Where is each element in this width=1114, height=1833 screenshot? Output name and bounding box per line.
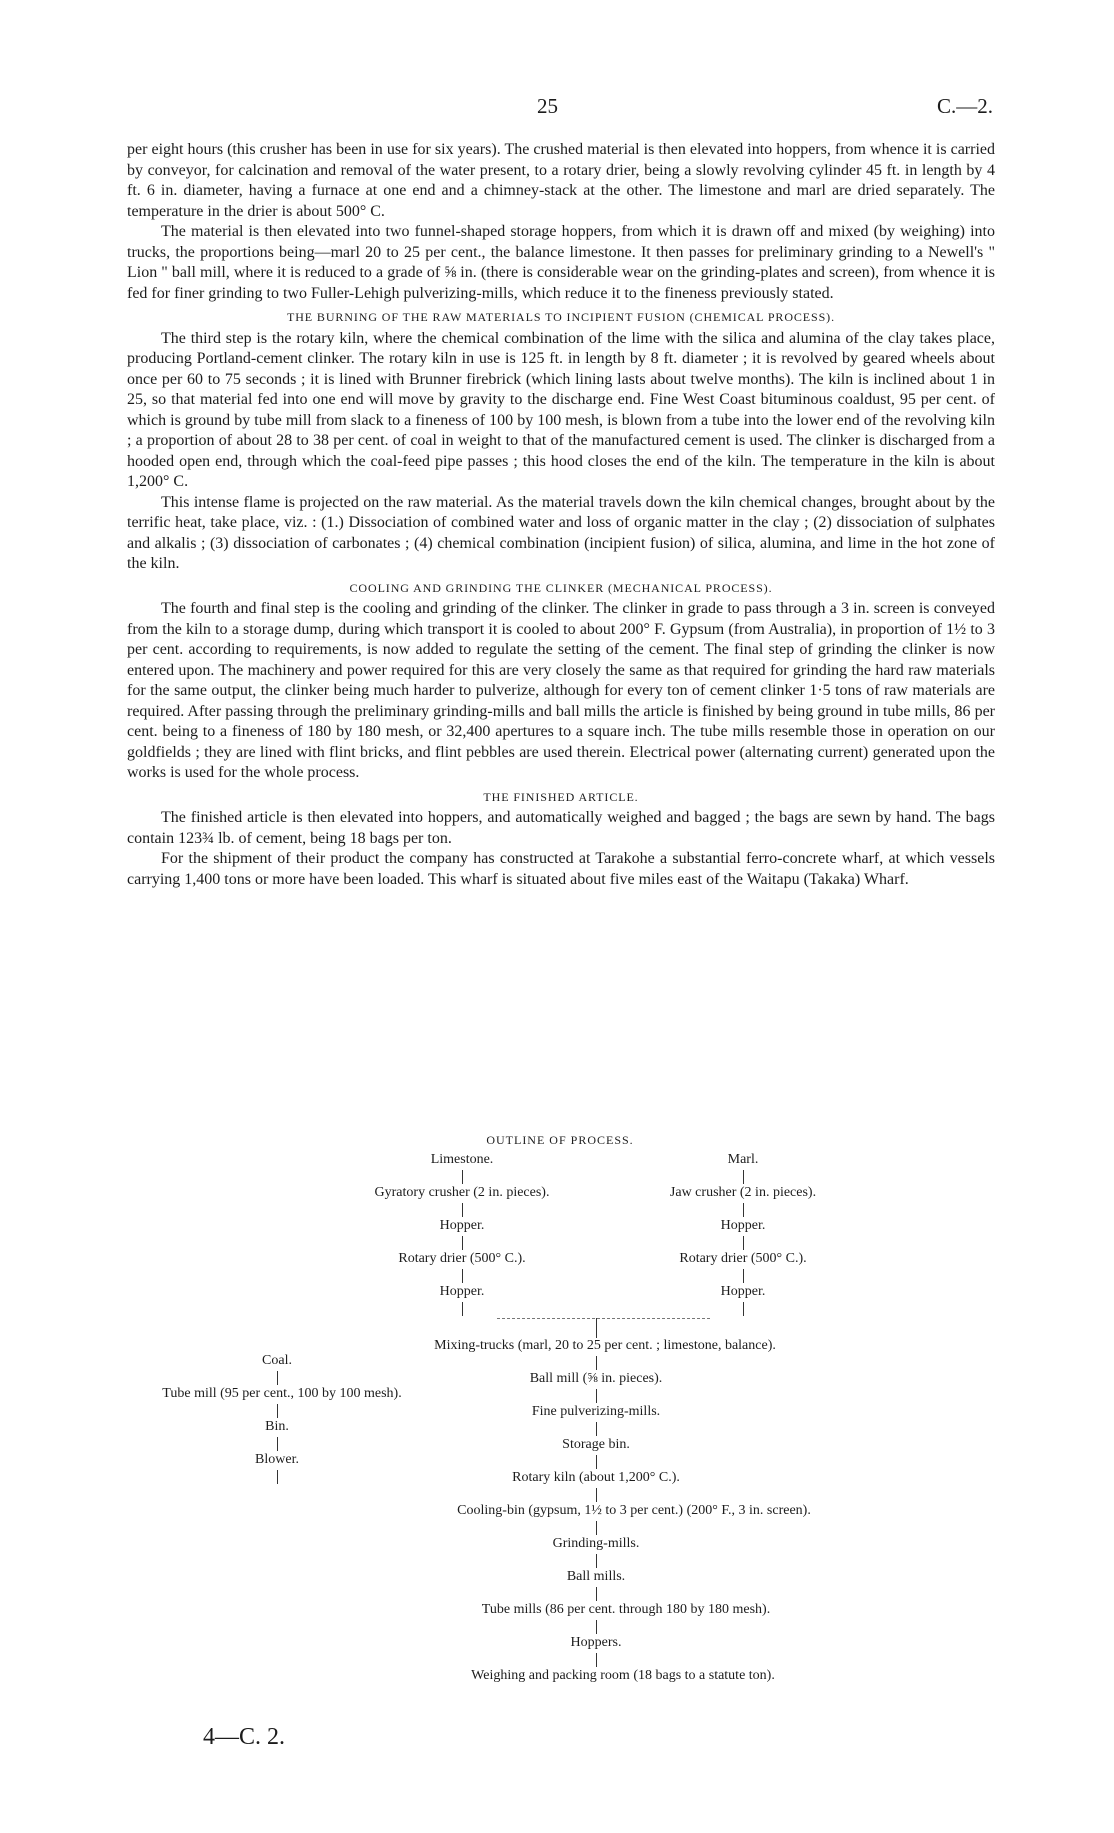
paragraph: per eight hours (this crusher has been in use for six years). The crushed material is then elevated into hoppers, from whence it is carried by conveyor, for calcination and removal of the water present, to a rotary drier, being a slowly revolving cylinder 45 ft. in length by 4 ft. 6 in. diameter, having a furnace at one end and a chimney-stack at the other. The limestone and marl are dried separately. The temperature in the drier is about 500° C. [127,141,995,220]
paragraph: This intense flame is projected on the raw material. As the material travels down the kiln chemical changes, brought about by the terrific heat, take place, viz. : (1.) Dissociation of combined water and loss of organic matter in the clay ; (2) dissociation of sulphates and alkalis ; (3) dissociation of carbonates ; (4) chemical combination (incipient fusion) of silica, alumina, and lime in the hot zone of the kiln. [127,493,995,572]
paragraph: The material is then elevated into two funnel-shaped storage hoppers, from which it is drawn off and mixed (by weighing) into trucks, the proportions being—marl 20 to 25 per cent., the balance limestone. It then passes for preliminary grinding to a Newell's " Lion " ball mill, where it is reduced to a grade of ⅝ in. (there is considerable wear on the grinding-plates and screen), from whence it is fed for finer grinding to two Fuller-Lehigh pulverizing-mills, which reduce it to the fineness previously stated. [127,223,995,302]
coal-bin-label: Bin. [265,1419,289,1434]
section-heading-finished: THE FINISHED ARTICLE. [483,789,639,804]
limestone-drier-label: Rotary drier (500° C.). [398,1251,526,1266]
coal-tube-mill-label: Tube mill (95 per cent., 100 by 100 mesh). [162,1386,402,1401]
marl-hopper-2-label: Hopper. [720,1284,766,1299]
weighing-packing-label: Weighing and packing room (18 bags to a statute ton). [471,1668,775,1683]
tube-mills-label: Tube mills (86 per cent. through 180 by 180 mesh). [481,1602,771,1617]
paragraph: The finished article is then elevated into hoppers, and automatically weighed and bagged ; the bags are sewn by hand. The bags contain 123¾ lb. of cement, being 18 bags per ton. [127,809,995,847]
paragraph: For the shipment of their product the company has constructed at Tarakohe a substantial ferro-concrete wharf, at which vessels carrying 1,400 tons or more have been loaded. This wharf is situated about five miles east of the Waitapu (Takaka) Wharf. [127,850,995,888]
ball-mills-label: Ball mills. [566,1569,626,1584]
section-heading-cooling: COOLING AND GRINDING THE CLINKER (MECHANICAL PROCESS). [349,580,773,595]
marl-drier-label: Rotary drier (500° C.). [679,1251,807,1266]
blower-label: Blower. [255,1452,299,1467]
signature-mark: 4—C. 2. [203,1724,286,1750]
series-reference: C.—2. [937,94,994,118]
paragraph: The fourth and final step is the cooling and grinding of the clinker. The clinker in grade to pass through a 3 in. screen is conveyed from the kiln to a storage dump, during which transport it is cooled to about 200° F. Gypsum (from Australia), in proportion of 1½ to 3 per cent. according to requirements, is now added to regulate the setting of the cement. The final step of grinding the clinker is now entered upon. The machinery and power required for this are very closely the same as that required for grinding the hard raw materials for the same output, the clinker being much harder to pulverize, although for every ton of cement clinker 1·5 tons of raw materials are required. After passing through the preliminary grinding-mills and ball mills the article is finished by being ground in tube mills, 86 per cent. being to a fineness of 180 by 180 mesh, or 32,400 apertures to a square inch. The tube mills resemble those in operation on our goldfields ; they are lined with flint bricks, and flint pebbles are used therein. Electrical power (alternating current) generated upon the works is used for the whole process. [127,600,995,781]
pulverizing-mills-label: Fine pulverizing-mills. [531,1404,661,1419]
jaw-crusher-label: Jaw crusher (2 in. pieces). [669,1185,817,1200]
limestone-hopper-2-label: Hopper. [439,1284,485,1299]
mixing-trucks-label: Mixing-trucks (marl, 20 to 25 per cent. ; limestone, balance). [434,1338,776,1353]
rotary-kiln-label: Rotary kiln (about 1,200° C.). [512,1470,680,1485]
section-heading-burning: THE BURNING OF THE RAW MATERIALS TO INCIPIENT FUSION (CHEMICAL PROCESS). [287,310,835,324]
cooling-bin-label: Cooling-bin (gypsum, 1½ to 3 per cent.) (200° F., 3 in. screen). [457,1503,811,1518]
coal-label: Coal. [262,1353,292,1368]
storage-bin-label: Storage bin. [562,1437,630,1452]
page-number: 25 [537,94,558,118]
paragraph: The third step is the rotary kiln, where the chemical combination of the lime with the silica and alumina of the clay takes place, producing Portland-cement clinker. The rotary kiln in use is 125 ft. in length by 8 ft. diameter ; it is revolved by geared wheels about once per 60 to 75 seconds ; it is lined with Brunner firebrick (which lining lasts about twelve months). The kiln is inclined about 1 in 25, so that material fed into one end will move by gravity to the discharge end. Fine West Coast bituminous coaldust, 95 per cent. of which is ground by tube mill from slack to a fineness of 100 by 100 mesh, is blown from a tube into the lower end of the revolving kiln ; a proportion of about 28 to 38 per cent. of coal in weight to that of the manufactured cement is used. The clinker is discharged from a hooded open end, through which the coal-feed pipe passes ; this hood closes the end of the kiln. The temperature in the kiln is about 1,200° C. [127,329,995,490]
hoppers-label: Hoppers. [570,1635,622,1650]
limestone-label: Limestone. [430,1152,494,1167]
grinding-mills-label: Grinding-mills. [552,1536,640,1551]
ball-mill-label: Ball mill (⅝ in. pieces). [529,1371,663,1386]
marl-hopper-label: Hopper. [720,1218,766,1233]
marl-label: Marl. [727,1152,759,1167]
outline-title: OUTLINE OF PROCESS. [486,1133,634,1147]
limestone-hopper-label: Hopper. [439,1218,485,1233]
gyratory-crusher-label: Gyratory crusher (2 in. pieces). [374,1185,550,1200]
